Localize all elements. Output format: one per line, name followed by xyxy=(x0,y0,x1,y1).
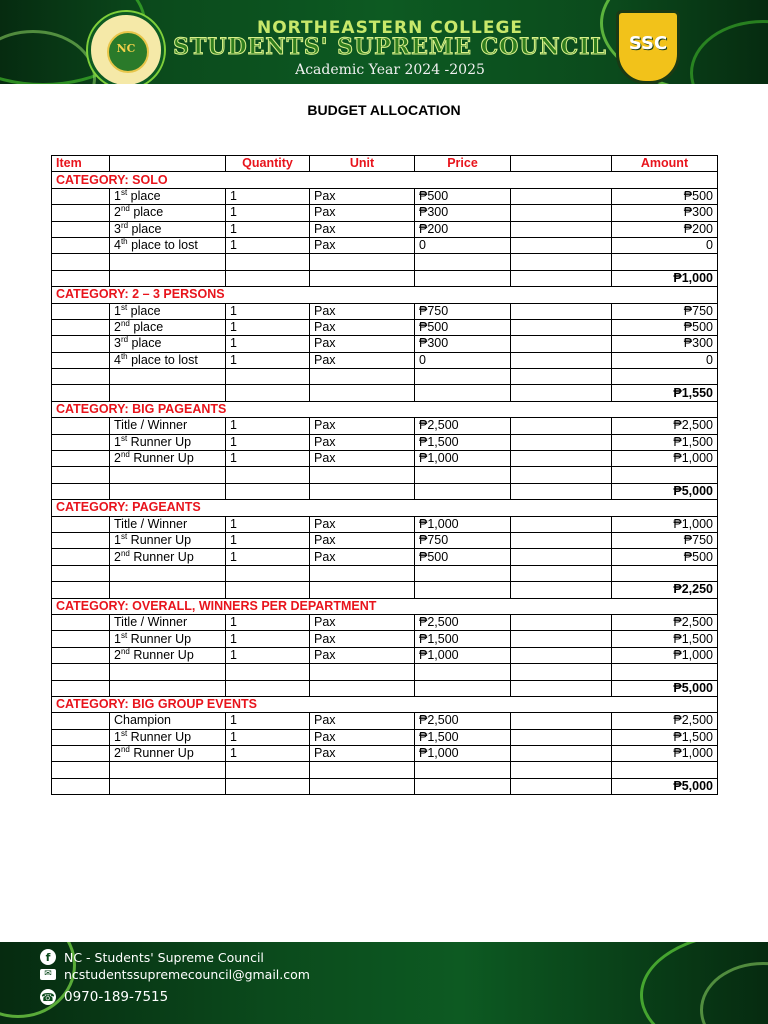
header-quantity: Quantity xyxy=(226,156,310,172)
item-price: ₱1,500 xyxy=(415,729,511,745)
category-title: CATEGORY: PAGEANTS xyxy=(52,500,718,516)
item-unit: Pax xyxy=(310,729,415,745)
category-total-row xyxy=(52,483,718,499)
item-amount: ₱1,500 xyxy=(612,434,718,450)
category-total-row xyxy=(52,680,718,696)
category-title: CATEGORY: 2 – 3 PERSONS xyxy=(52,287,718,303)
item-quantity: 1 xyxy=(226,746,310,762)
item-amount: ₱2,500 xyxy=(612,713,718,729)
category-row xyxy=(52,172,718,188)
category-total-row xyxy=(52,582,718,598)
item-amount: ₱200 xyxy=(612,221,718,237)
item-unit: Pax xyxy=(310,647,415,663)
category-total: ₱5,000 xyxy=(612,778,718,794)
item-price: ₱750 xyxy=(415,303,511,319)
table-row xyxy=(52,713,718,729)
item-price: ₱750 xyxy=(415,532,511,548)
table-row xyxy=(52,188,718,204)
item-amount: ₱2,500 xyxy=(612,418,718,434)
item-unit: Pax xyxy=(310,614,415,630)
table-row-blank xyxy=(52,254,718,270)
table-row xyxy=(52,729,718,745)
item-price: ₱2,500 xyxy=(415,418,511,434)
table-header-row xyxy=(52,156,718,172)
item-unit: Pax xyxy=(310,434,415,450)
table-row xyxy=(52,352,718,368)
category-total: ₱1,000 xyxy=(612,270,718,286)
item-quantity: 1 xyxy=(226,434,310,450)
category-total-row xyxy=(52,778,718,794)
item-unit: Pax xyxy=(310,188,415,204)
category-total-row xyxy=(52,385,718,401)
table-row xyxy=(52,418,718,434)
footer-phone xyxy=(40,987,168,1007)
category-total: ₱5,000 xyxy=(612,483,718,499)
ssc-badge-logo: SSC xyxy=(616,10,680,84)
item-unit: Pax xyxy=(310,205,415,221)
item-description: 2nd Runner Up xyxy=(110,746,226,762)
item-description: 4th place to lost xyxy=(110,352,226,368)
item-price: ₱500 xyxy=(415,549,511,565)
table-row xyxy=(52,303,718,319)
item-amount: ₱1,000 xyxy=(612,746,718,762)
item-quantity: 1 xyxy=(226,319,310,335)
item-quantity: 1 xyxy=(226,647,310,663)
council-name: STUDENTS' SUPREME COUNCIL xyxy=(173,34,607,60)
item-description: Title / Winner xyxy=(110,516,226,532)
item-quantity: 1 xyxy=(226,205,310,221)
email-address: ncstudentssupremecouncil@gmail.com xyxy=(64,966,310,982)
item-description: 1st Runner Up xyxy=(110,532,226,548)
item-description: 3rd place xyxy=(110,336,226,352)
item-amount: ₱750 xyxy=(612,303,718,319)
item-description: 1st place xyxy=(110,303,226,319)
table-row xyxy=(52,434,718,450)
item-quantity: 1 xyxy=(226,614,310,630)
item-price: ₱300 xyxy=(415,336,511,352)
item-description: Title / Winner xyxy=(110,418,226,434)
item-quantity: 1 xyxy=(226,516,310,532)
category-row xyxy=(52,287,718,303)
item-unit: Pax xyxy=(310,336,415,352)
phone-number: 0970-189-7515 xyxy=(64,989,169,1005)
item-price: ₱500 xyxy=(415,319,511,335)
item-quantity: 1 xyxy=(226,451,310,467)
item-description: Champion xyxy=(110,713,226,729)
category-total-row xyxy=(52,270,718,286)
table-row xyxy=(52,647,718,663)
table-row xyxy=(52,319,718,335)
item-price: ₱500 xyxy=(415,188,511,204)
item-amount: ₱750 xyxy=(612,532,718,548)
item-price: ₱1,500 xyxy=(415,631,511,647)
item-unit: Pax xyxy=(310,746,415,762)
item-quantity: 1 xyxy=(226,336,310,352)
table-row xyxy=(52,205,718,221)
item-price: ₱2,500 xyxy=(415,713,511,729)
item-price: ₱1,000 xyxy=(415,451,511,467)
item-amount: ₱1,000 xyxy=(612,647,718,663)
category-row xyxy=(52,500,718,516)
item-price: ₱1,500 xyxy=(415,434,511,450)
college-name: NORTHEASTERN COLLEGE xyxy=(256,18,524,38)
item-description: 2nd Runner Up xyxy=(110,549,226,565)
item-unit: Pax xyxy=(310,303,415,319)
item-description: 1st Runner Up xyxy=(110,729,226,745)
category-total: ₱1,550 xyxy=(612,385,718,401)
item-description: 2nd place xyxy=(110,205,226,221)
item-description: 1st place xyxy=(110,188,226,204)
item-unit: Pax xyxy=(310,352,415,368)
item-price: ₱300 xyxy=(415,205,511,221)
item-amount: ₱2,500 xyxy=(612,614,718,630)
item-amount: 0 xyxy=(612,352,718,368)
item-description: 3rd place xyxy=(110,221,226,237)
item-quantity: 1 xyxy=(226,221,310,237)
item-amount: ₱1,000 xyxy=(612,451,718,467)
category-row xyxy=(52,401,718,417)
table-row xyxy=(52,549,718,565)
table-row xyxy=(52,237,718,253)
item-description: 2nd Runner Up xyxy=(110,647,226,663)
phone-icon: ☎ xyxy=(41,990,55,1004)
document-title: BUDGET ALLOCATION xyxy=(307,102,461,118)
footer-email xyxy=(40,964,310,984)
item-unit: Pax xyxy=(310,713,415,729)
item-description: 2nd Runner Up xyxy=(110,451,226,467)
table-row-blank xyxy=(52,565,718,581)
item-price: 0 xyxy=(415,352,511,368)
item-unit: Pax xyxy=(310,549,415,565)
category-total: ₱2,250 xyxy=(612,582,718,598)
item-price: ₱1,000 xyxy=(415,647,511,663)
facebook-page-name: NC - Students' Supreme Council xyxy=(64,949,264,965)
item-price: ₱200 xyxy=(415,221,511,237)
table-row-blank xyxy=(52,762,718,778)
item-description: Title / Winner xyxy=(110,614,226,630)
college-seal-logo: NC xyxy=(88,12,164,84)
item-description: 1st Runner Up xyxy=(110,434,226,450)
table-row-blank xyxy=(52,664,718,680)
category-title: CATEGORY: OVERALL, WINNERS PER DEPARTMENT xyxy=(52,598,718,614)
table-row xyxy=(52,631,718,647)
category-total: ₱5,000 xyxy=(612,680,718,696)
item-price: ₱2,500 xyxy=(415,614,511,630)
item-quantity: 1 xyxy=(226,713,310,729)
item-amount: ₱500 xyxy=(612,188,718,204)
item-amount: ₱1,500 xyxy=(612,729,718,745)
footer-banner xyxy=(0,942,768,1024)
mail-icon: ✉ xyxy=(40,969,56,980)
item-price: ₱1,000 xyxy=(415,516,511,532)
item-amount: ₱1,500 xyxy=(612,631,718,647)
item-amount: ₱500 xyxy=(612,319,718,335)
item-quantity: 1 xyxy=(226,549,310,565)
table-row-blank xyxy=(52,467,718,483)
header-item: Item xyxy=(52,156,110,172)
category-row xyxy=(52,598,718,614)
table-row xyxy=(52,532,718,548)
item-unit: Pax xyxy=(310,418,415,434)
category-title: CATEGORY: BIG GROUP EVENTS xyxy=(52,696,718,712)
item-description: 2nd place xyxy=(110,319,226,335)
item-quantity: 1 xyxy=(226,532,310,548)
item-unit: Pax xyxy=(310,221,415,237)
header-price: Price xyxy=(415,156,511,172)
academic-year: Academic Year 2024 -2025 xyxy=(295,62,485,78)
item-quantity: 1 xyxy=(226,729,310,745)
item-quantity: 1 xyxy=(226,188,310,204)
category-row xyxy=(52,696,718,712)
budget-table-body xyxy=(52,156,718,795)
item-amount: ₱300 xyxy=(612,205,718,221)
table-row xyxy=(52,451,718,467)
category-title: CATEGORY: SOLO xyxy=(52,172,718,188)
item-description: 4th place to lost xyxy=(110,237,226,253)
item-quantity: 1 xyxy=(226,418,310,434)
facebook-icon: f xyxy=(40,949,56,965)
header-unit: Unit xyxy=(310,156,415,172)
item-amount: ₱1,000 xyxy=(612,516,718,532)
header-banner xyxy=(0,0,768,84)
item-quantity: 1 xyxy=(226,352,310,368)
table-row-blank xyxy=(52,369,718,385)
item-amount: ₱300 xyxy=(612,336,718,352)
item-unit: Pax xyxy=(310,631,415,647)
category-title: CATEGORY: BIG PAGEANTS xyxy=(52,401,718,417)
budget-table xyxy=(51,155,718,795)
item-unit: Pax xyxy=(310,532,415,548)
item-unit: Pax xyxy=(310,319,415,335)
item-quantity: 1 xyxy=(226,237,310,253)
item-description: 1st Runner Up xyxy=(110,631,226,647)
item-quantity: 1 xyxy=(226,631,310,647)
table-row xyxy=(52,516,718,532)
item-amount: ₱500 xyxy=(612,549,718,565)
table-row xyxy=(52,221,718,237)
item-price: 0 xyxy=(415,237,511,253)
item-unit: Pax xyxy=(310,451,415,467)
item-unit: Pax xyxy=(310,516,415,532)
header-amount: Amount xyxy=(612,156,718,172)
table-row xyxy=(52,746,718,762)
item-amount: 0 xyxy=(612,237,718,253)
item-price: ₱1,000 xyxy=(415,746,511,762)
item-quantity: 1 xyxy=(226,303,310,319)
item-unit: Pax xyxy=(310,237,415,253)
table-row xyxy=(52,614,718,630)
table-row xyxy=(52,336,718,352)
